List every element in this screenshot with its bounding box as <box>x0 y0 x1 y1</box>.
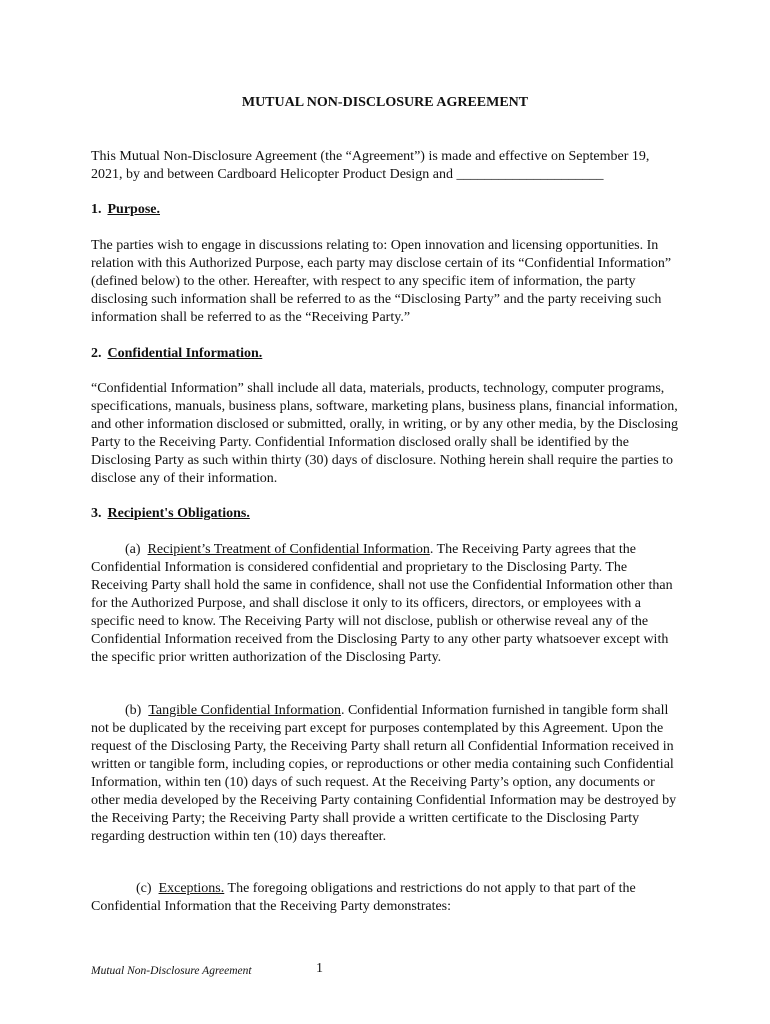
intro-paragraph: This Mutual Non-Disclosure Agreement (the “Agreement”) is made and effective on September 19, 2021, by and between Cardboard Helicopter Product Design and _____________________ <box>91 149 650 182</box>
section-2-heading <box>91 345 262 363</box>
subsection-marker: (c) <box>136 881 152 896</box>
section-number: 1. <box>91 202 102 217</box>
section-heading-text: Purpose. <box>107 202 160 217</box>
subsection-3b <box>91 702 683 846</box>
section-3-heading <box>91 505 250 523</box>
section-1-body: The parties wish to engage in discussions relating to: Open innovation and licensing opportunities. In relation with this Authorized Purpose, each party may disclose certain of its “Confidential Information” (defined below) to the other. Hereafter, with respect to any specific item of information, the party disclosing such information shall be referred to as the “Disclosing Party” and the party receiving such information shall be referred to as the “Receiving Party.” <box>91 238 672 325</box>
subsection-marker: (a) <box>125 542 141 557</box>
section-2-body: “Confidential Information” shall include all data, materials, products, technology, computer programs, specifications, manuals, business plans, software, marketing plans, business plans, financial information, and other information disclosed or submitted, orally, in writing, or by any other media, by the Disclosing Party to the Receiving Party. Confidential Information disclosed orally shall be identified by the Disclosing Party as such within thirty (30) days of disclosure. Nothing herein shall require the parties to disclose any of their information. <box>91 381 678 486</box>
subsection-body: The foregoing obligations and restrictions do not apply to that part of the Confidential Information that the Receiving Party demonstrates: <box>91 881 636 914</box>
subsection-body: . Confidential Information furnished in tangible form shall not be duplicated by the receiving part except for purposes contemplated by this Agreement. Upon the request of the Disclosing Party, the Receiving Party shall return all Confidential Information received in written or tangible form, including copies, or reproductions or other media containing such Confidential Information, within ten (10) days of such request. At the Receiving Party’s option, any documents or other media developed by the Receiving Party containing Confidential Information may be destroyed by the Receiving Party; the Receiving Party shall provide a written certificate to the Disclosing Party regarding destruction within ten (10) days thereafter. <box>91 703 677 844</box>
subsection-body: . The Receiving Party agrees that the Confidential Information is considered confidential and proprietary to the Disclosing Party. The Receiving Party shall hold the same in confidence, shall not use the Confidential Information other than for the Authorized Purpose, and shall disclose it only to its officers, directors, or employees with a specific need to know. The Receiving Party will not disclose, publish or otherwise reveal any of the Confidential Information received from the Disclosing Party to any other party whatsoever except with the specific prior written authorization of the Disclosing Party. <box>91 542 673 665</box>
section-heading-text: Confidential Information. <box>107 346 263 361</box>
footer-title: Mutual Non-Disclosure Agreement <box>91 965 252 977</box>
page-number: 1 <box>316 961 323 976</box>
subsection-3c <box>91 880 683 916</box>
subsection-heading: Recipient’s Treatment of Confidential Information <box>147 542 430 557</box>
subsection-heading: Exceptions. <box>158 881 225 896</box>
section-heading-text: Recipient's Obligations. <box>107 506 250 521</box>
document-title: MUTUAL NON-DISCLOSURE AGREEMENT <box>241 95 529 110</box>
subsection-heading: Tangible Confidential Information <box>148 703 341 718</box>
section-number: 2. <box>91 346 102 361</box>
subsection-3a <box>91 541 683 667</box>
section-1-heading <box>91 201 160 219</box>
subsection-marker: (b) <box>125 703 142 718</box>
section-number: 3. <box>91 506 102 521</box>
